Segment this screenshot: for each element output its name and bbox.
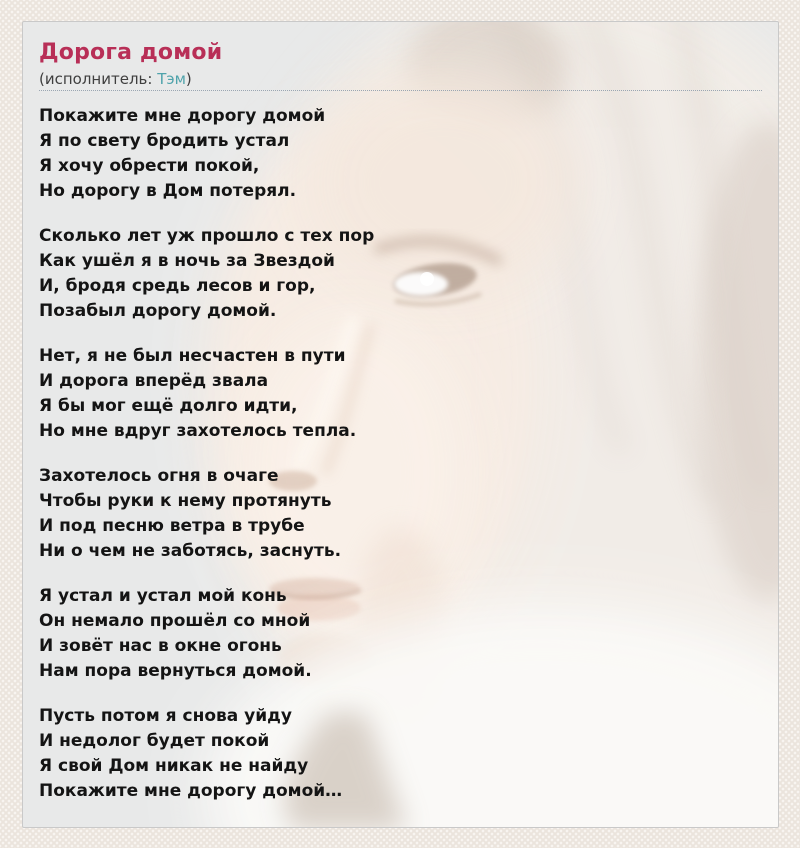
lyric-line: Я по свету бродить устал [39,131,290,151]
lyric-line: Я устал и устал мой конь [39,586,287,606]
lyric-line: Но мне вдруг захотелось тепла. [39,421,357,441]
stanza [39,224,762,324]
lyric-line: Ни о чем не заботясь, заснуть. [39,541,342,561]
lyrics-card [22,21,779,828]
artist-label: (исполнитель: [39,70,158,88]
stanza [39,104,762,204]
lyric-line: Я хочу обрести покой, [39,156,260,176]
stanza [39,344,762,444]
artist-link[interactable]: Тэм [157,70,186,88]
lyric-line: Но дорогу в Дом потерял. [39,181,297,201]
artist-label-close: ) [185,70,192,88]
lyric-line: Покажите мне дорогу домой… [39,781,343,801]
stanza [39,584,762,684]
lyric-line: Я бы мог ещё долго идти, [39,396,298,416]
lyric-line: Я свой Дом никак не найду [39,756,309,776]
lyric-line: Захотелось огня в очаге [39,466,279,486]
lyric-line: Позабыл дорогу домой. [39,301,277,321]
lyric-line: Как ушёл я в ночь за Звездой [39,251,335,271]
card-content [23,22,778,804]
lyric-line: Пусть потом я снова уйду [39,706,292,726]
stanza [39,464,762,564]
lyric-line: И дорога вперёд звала [39,371,269,391]
song-title: Дорога домой [39,40,223,65]
lyric-line: И, бродя средь лесов и гор, [39,276,316,296]
lyric-line: И недолог будет покой [39,731,270,751]
lyric-line: Нам пора вернуться домой. [39,661,312,681]
lyric-line: И под песню ветра в трубе [39,516,305,536]
artist-line [39,68,762,91]
stanza [39,704,762,804]
lyric-line: Он немало прошёл со мной [39,611,311,631]
lyric-line: И зовёт нас в окне огонь [39,636,282,656]
lyrics [39,104,762,804]
lyric-line: Нет, я не был несчастен в пути [39,346,346,366]
lyric-line: Сколько лет уж прошло с тех пор [39,226,375,246]
lyric-line: Чтобы руки к нему протянуть [39,491,332,511]
lyric-line: Покажите мне дорогу домой [39,106,326,126]
